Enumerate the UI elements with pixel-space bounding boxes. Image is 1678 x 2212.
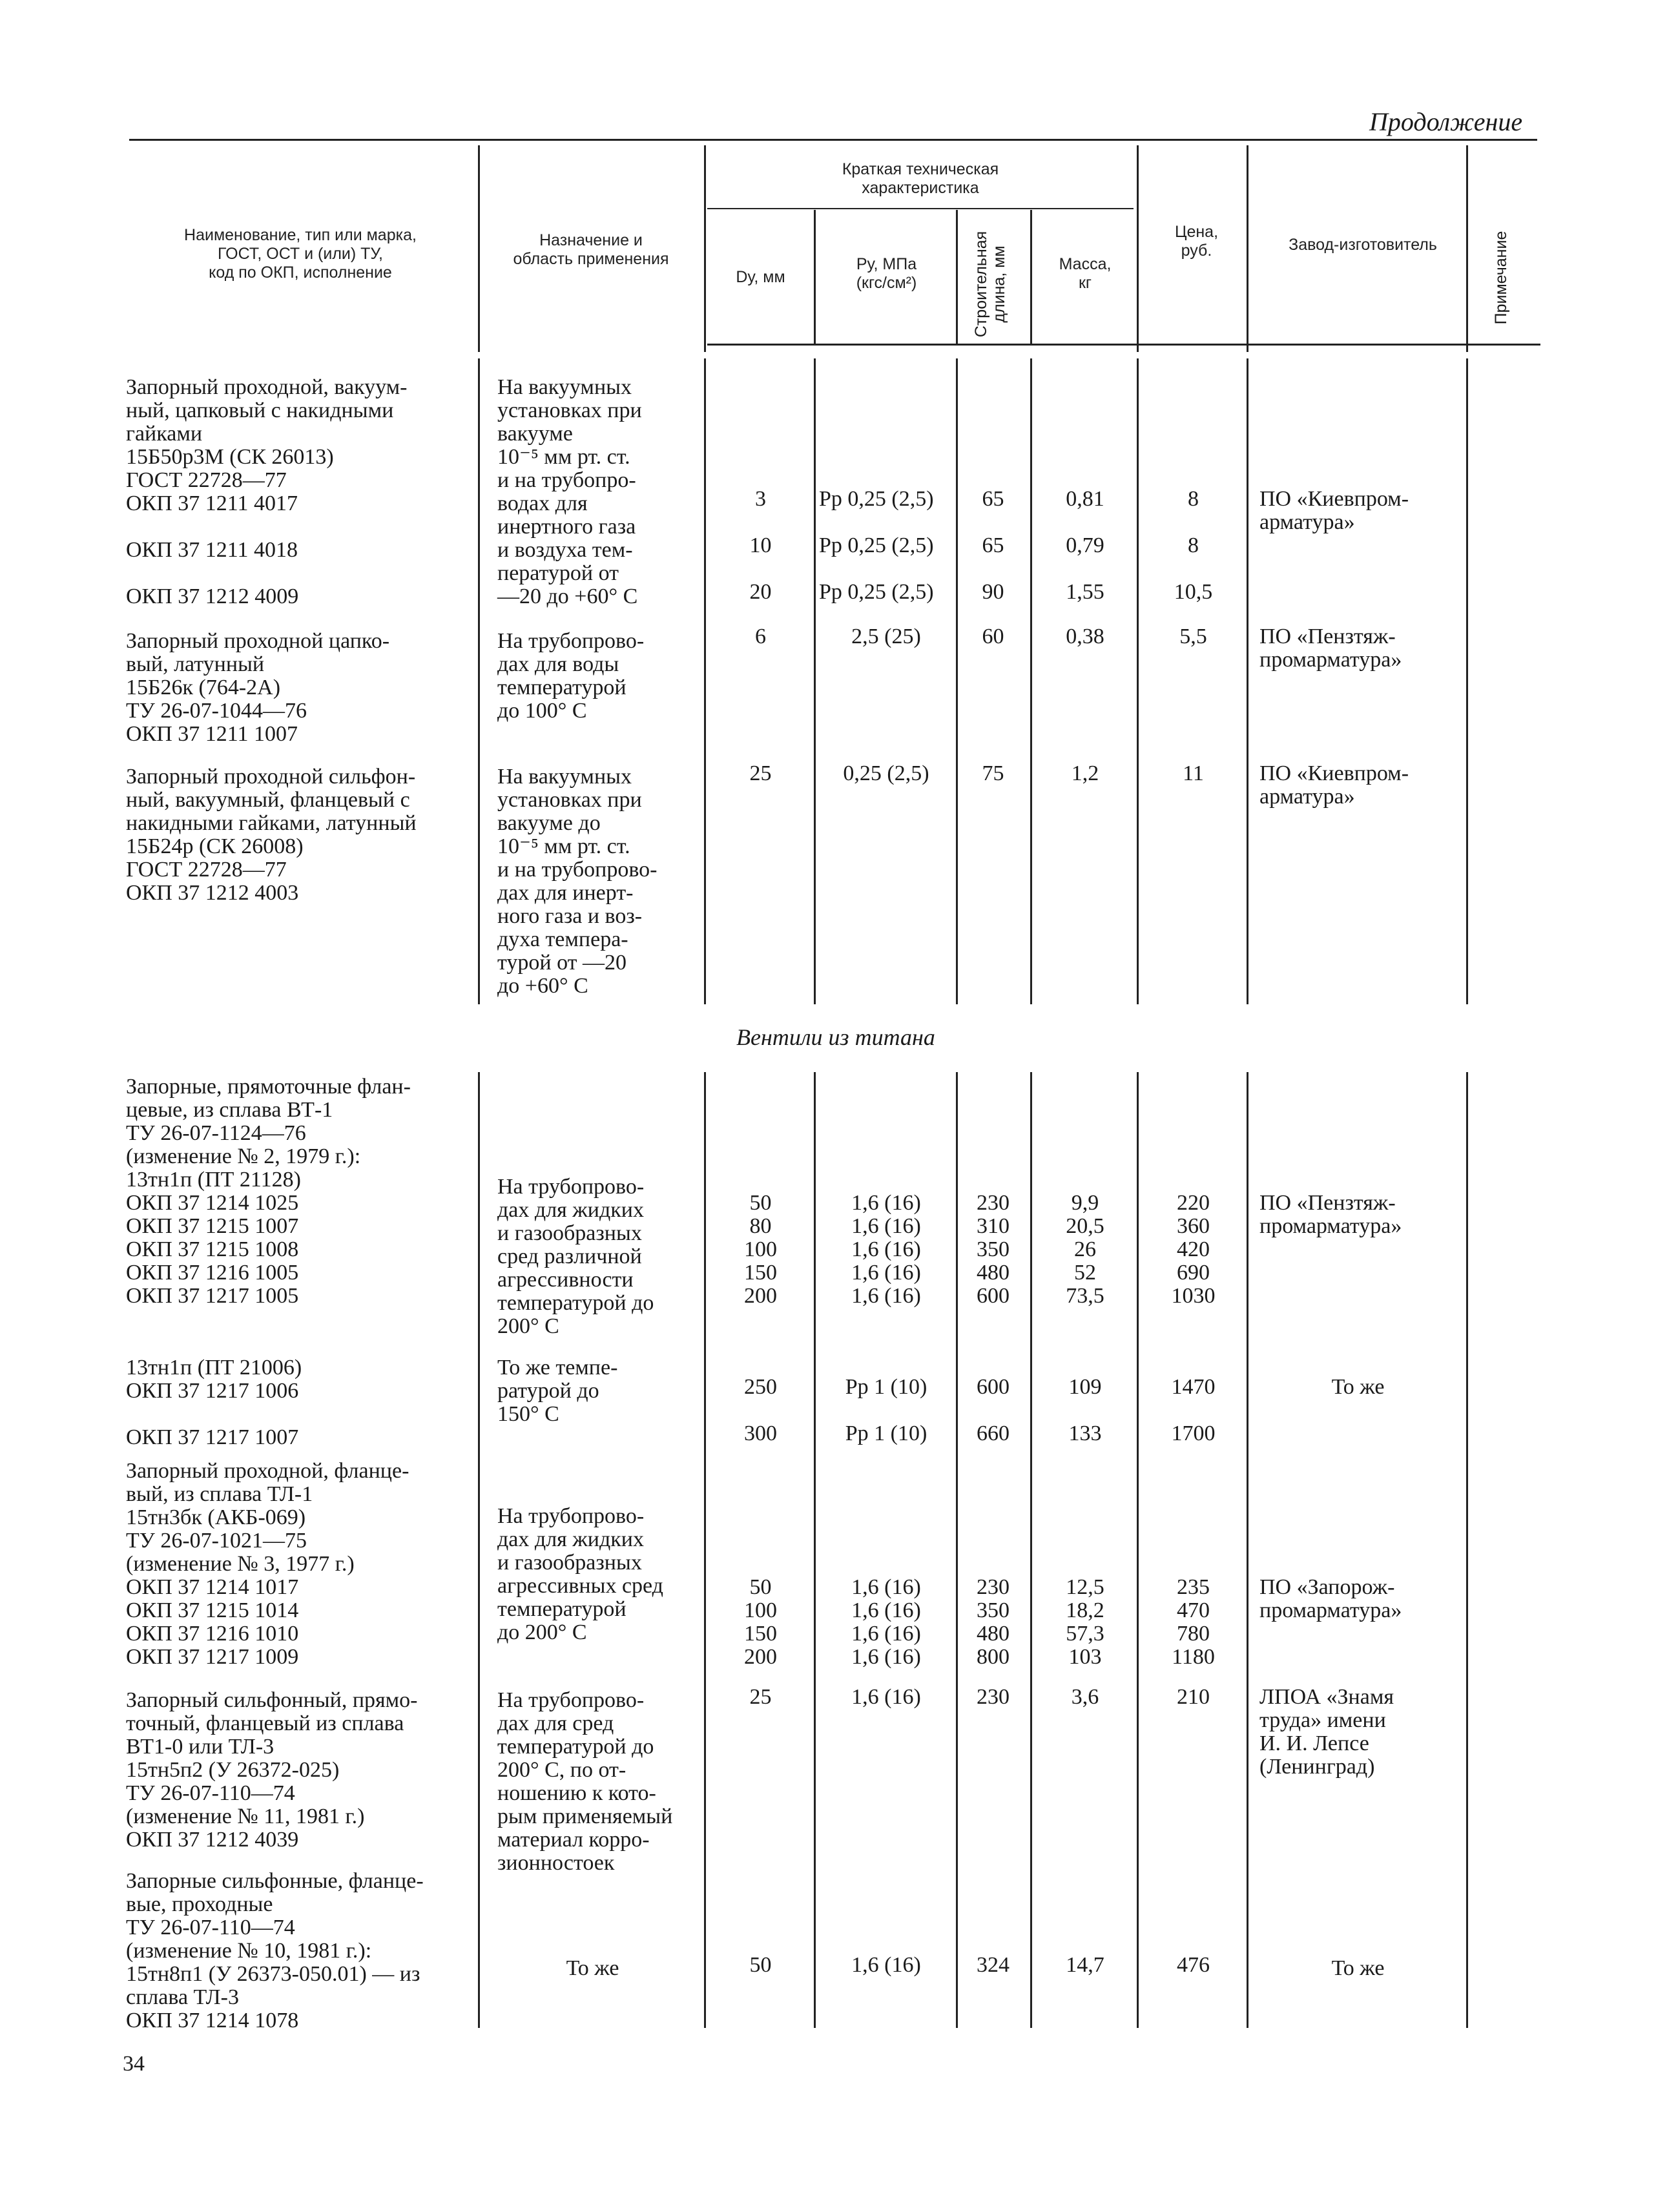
row1-purpose: На вакуумных установках при вакууме 10⁻⁵ мм рт. ст. и на трубопро- водах для инертного газа и воздуха тем- пературой от —20 до +60° С xyxy=(497,375,642,608)
body2-vline-6 xyxy=(1137,1072,1139,2028)
row4-mass: 9,9 20,5 26 52 73,5 xyxy=(1066,1191,1104,1308)
row1-name: Запорный проходной, вакуум- ный, цапковый с накидными гайками 15Б50р3М (СК 26013) ГОСТ 22728—77 ОКП 37 1211 4017 ОКП 37 1211 4018 ОКП 37 1212 4009 xyxy=(126,375,408,608)
body1-vline-8 xyxy=(1466,358,1468,1004)
row6-price: 235 470 780 1180 xyxy=(1172,1575,1215,1669)
header-group-rule xyxy=(707,208,1134,209)
body2-vline-8 xyxy=(1466,1072,1468,2028)
body1-vline-3 xyxy=(814,358,816,1004)
row6-maker: ПО «Запорож- промарматура» xyxy=(1259,1575,1402,1622)
header-purpose-col: Назначение и область применения xyxy=(513,231,669,268)
row4-maker: ПО «Пензтяж- промарматура» xyxy=(1259,1191,1402,1238)
row8-py: 1,6 (16) xyxy=(851,1953,921,1977)
hdr-vline-4 xyxy=(956,210,958,346)
row3-purpose: На вакуумных установках при вакууме до 10⁻⁵ мм рт. ст. и на трубопрово- дах для инерт- ного газа и воз- духа темпера- турой от —20 до +60° С xyxy=(497,765,658,998)
row8-mass: 14,7 xyxy=(1066,1953,1104,1977)
row7-length: 230 xyxy=(977,1685,1010,1709)
row1-length: 65 65 90 xyxy=(982,487,1004,604)
header-mass-col: Масса, кг xyxy=(1059,255,1112,292)
row1-mass: 0,81 0,79 1,55 xyxy=(1066,487,1104,604)
hdr-vline-7 xyxy=(1247,145,1248,352)
row4-length: 230 310 350 480 600 xyxy=(977,1191,1010,1308)
row8-dy: 50 xyxy=(749,1953,772,1977)
body1-vline-4 xyxy=(956,358,958,1004)
row7-price: 210 xyxy=(1177,1685,1210,1709)
page-number: 34 xyxy=(123,2052,145,2076)
row4-name: Запорные, прямоточные флан- цевые, из сплава ВТ-1 ТУ 26-07-1124—76 (изменение № 2, 1979 г.): 13тн1п (ПТ 21128) ОКП 37 1214 1025 ОКП 37 1215 1007 ОКП 37 1215 1008 ОКП 37 1216 1005 ОКП 37 1217 1005 xyxy=(126,1075,411,1308)
row5-mass: 109 133 xyxy=(1068,1375,1102,1445)
row8-length: 324 xyxy=(977,1953,1010,1977)
body1-vline-5 xyxy=(1030,358,1032,1004)
section-title: Вентили из титана xyxy=(736,1024,935,1050)
row2-price: 5,5 xyxy=(1179,625,1207,648)
row5-maker: То же xyxy=(1331,1375,1385,1399)
row7-purpose: На трубопрово- дах для сред температурой до 200° С, по от- ношению к кото- рым применяемый материал корро- зионностоек xyxy=(497,1688,673,1875)
row7-mass: 3,6 xyxy=(1071,1685,1099,1709)
row3-dy: 25 xyxy=(749,761,772,785)
row3-price: 11 xyxy=(1183,761,1204,785)
row6-dy: 50 100 150 200 xyxy=(744,1575,777,1669)
row3-name: Запорный проходной сильфон- ный, вакуумный, фланцевый с накидными гайками, латунный 15Б24р (СК 26008) ГОСТ 22728—77 ОКП 37 1212 4003 xyxy=(126,765,417,905)
body2-vline-7 xyxy=(1247,1072,1248,2028)
body1-vline-6 xyxy=(1137,358,1139,1004)
row8-purpose: То же xyxy=(566,1956,619,1980)
row4-py: 1,6 (16) 1,6 (16) 1,6 (16) 1,6 (16) 1,6 (16) xyxy=(851,1191,921,1308)
row7-maker: ЛПОА «Знамя труда» имени И. И. Лепсе (Ленинград) xyxy=(1259,1685,1394,1779)
header-name-col: Наименование, тип или марка, ГОСТ, ОСТ и (или) ТУ, код по ОКП, исполнение xyxy=(184,226,417,282)
header-bottom-rule xyxy=(707,344,1540,346)
row6-length: 230 350 480 800 xyxy=(977,1575,1010,1669)
row8-price: 476 xyxy=(1177,1953,1210,1977)
body1-vline-7 xyxy=(1247,358,1248,1004)
hdr-vline-6 xyxy=(1137,145,1139,352)
row5-price: 1470 1700 xyxy=(1171,1375,1216,1445)
row2-dy: 6 xyxy=(755,625,766,648)
header-dy-col: Dу, мм xyxy=(736,268,785,286)
body2-vline-5 xyxy=(1030,1072,1032,2028)
row7-name: Запорный сильфонный, прямо- точный, фланцевый из сплава ВТ1-0 или ТЛ-3 15тн5п2 (У 26372-025) ТУ 26-07-110—74 (изменение № 11, 1981 г.) ОКП 37 1212 4039 xyxy=(126,1688,418,1852)
body1-vline-2 xyxy=(704,358,706,1004)
hdr-vline-1 xyxy=(478,145,480,352)
row1-maker: ПО «Киевпром- арматура» xyxy=(1259,487,1409,534)
top-rule xyxy=(129,139,1537,141)
row8-maker: То же xyxy=(1331,1956,1385,1980)
row5-py: Pр 1 (10) Pр 1 (10) xyxy=(845,1375,927,1445)
row5-dy: 250 300 xyxy=(744,1375,777,1445)
row6-purpose: На трубопрово- дах для жидких и газообразных агрессивных сред температурой до 200° С xyxy=(497,1504,663,1644)
row4-price: 220 360 420 690 1030 xyxy=(1171,1191,1216,1308)
header-price-col: Цена, руб. xyxy=(1174,223,1219,260)
hdr-vline-2 xyxy=(704,145,706,352)
continuation-label: Продолжение xyxy=(1369,107,1523,136)
row1-price: 8 8 10,5 xyxy=(1174,487,1213,604)
header-length-col: Строительная длина, мм xyxy=(972,231,1008,338)
row6-name: Запорный проходной, фланце- вый, из сплава ТЛ-1 15тн3бк (АКБ-069) ТУ 26-07-1021—75 (изменение № 3, 1977 г.) ОКП 37 1214 1017 ОКП 37 1215 1014 ОКП 37 1216 1010 ОКП 37 1217 1009 xyxy=(126,1459,409,1669)
row2-mass: 0,38 xyxy=(1066,625,1104,648)
row1-dy: 3 10 20 xyxy=(749,487,772,604)
row2-length: 60 xyxy=(982,625,1004,648)
row6-mass: 12,5 18,2 57,3 103 xyxy=(1066,1575,1104,1669)
header-brief-group: Краткая техническая характеристика xyxy=(842,160,999,197)
row3-mass: 1,2 xyxy=(1071,761,1099,785)
row3-maker: ПО «Киевпром- арматура» xyxy=(1259,761,1409,809)
header-maker-col: Завод-изготовитель xyxy=(1289,236,1437,254)
row8-name: Запорные сильфонные, фланце- вые, проходные ТУ 26-07-110—74 (изменение № 10, 1981 г.): 15тн8п1 (У 26373-050.01) — из сплава ТЛ-3 ОКП 37 1214 1078 xyxy=(126,1869,424,2032)
row5-purpose: То же темпе- ратурой до 150° С xyxy=(497,1356,618,1426)
header-py-col: Pу, МПа (кгс/см²) xyxy=(856,255,917,292)
body1-vline-1 xyxy=(478,358,480,1004)
row4-dy: 50 80 100 150 200 xyxy=(744,1191,777,1308)
body2-vline-1 xyxy=(478,1072,480,2028)
row7-py: 1,6 (16) xyxy=(851,1685,921,1709)
row5-name: 13тн1п (ПТ 21006) ОКП 37 1217 1006 ОКП 37 1217 1007 xyxy=(126,1356,302,1449)
row2-purpose: На трубопрово- дах для воды температурой до 100° С xyxy=(497,629,645,723)
row1-py: Pр 0,25 (2,5) Pр 0,25 (2,5) Pр 0,25 (2,5) xyxy=(819,487,934,604)
row7-dy: 25 xyxy=(749,1685,772,1709)
row3-length: 75 xyxy=(982,761,1004,785)
hdr-vline-5 xyxy=(1030,210,1032,346)
row5-length: 600 660 xyxy=(977,1375,1010,1445)
row2-py: 2,5 (25) xyxy=(851,625,921,648)
row2-maker: ПО «Пензтяж- промарматура» xyxy=(1259,625,1402,672)
header-note-col: Примечание xyxy=(1492,231,1510,325)
hdr-vline-3 xyxy=(814,210,816,346)
row2-name: Запорный проходной цапко- вый, латунный 15Б26к (764-2А) ТУ 26-07-1044—76 ОКП 37 1211 1007 xyxy=(126,629,390,746)
row6-py: 1,6 (16) 1,6 (16) 1,6 (16) 1,6 (16) xyxy=(851,1575,921,1669)
body2-vline-2 xyxy=(704,1072,706,2028)
row3-py: 0,25 (2,5) xyxy=(843,761,929,785)
row4-purpose: На трубопрово- дах для жидких и газообразных сред различной агрессивности температурой до 200° С xyxy=(497,1175,654,1338)
hdr-vline-8 xyxy=(1466,145,1468,352)
